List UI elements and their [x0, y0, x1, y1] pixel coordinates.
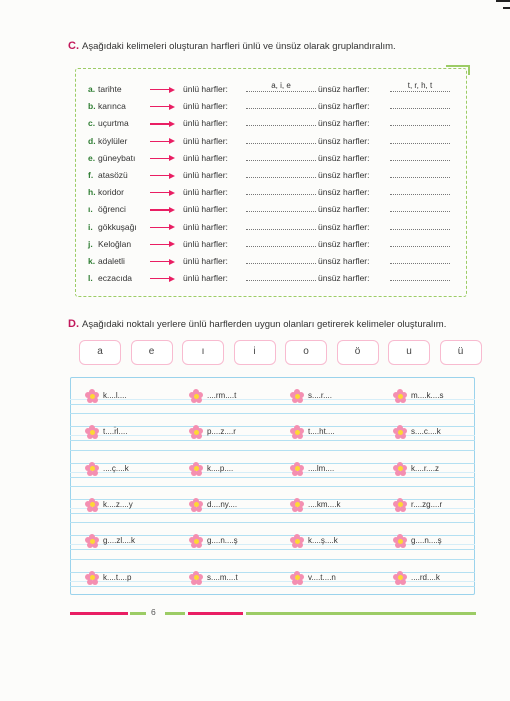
consonant-answer-field[interactable]: [390, 184, 450, 195]
arrow-icon: [150, 270, 176, 287]
row-word: adaletli: [98, 256, 125, 266]
vowel-box: o: [285, 340, 327, 365]
word-puzzle: s....r....: [308, 391, 333, 400]
vowel-box: e: [131, 340, 173, 365]
vowel-answer-field[interactable]: [246, 270, 316, 281]
vowel-label: ünlü harfler:: [183, 238, 228, 249]
word-puzzle: k....p....: [207, 463, 234, 473]
vowel-answer-field[interactable]: [246, 98, 316, 109]
word-puzzle: g....n....ş: [207, 536, 238, 546]
consonant-answer-field[interactable]: [390, 270, 450, 281]
row-label: c.: [88, 118, 96, 129]
consonant-label: ünsüz harfler:: [318, 238, 370, 249]
row-word: tarihte: [98, 84, 122, 94]
flower-icon: [189, 571, 203, 585]
flower-icon: [393, 425, 407, 439]
row-word: atasözü: [98, 170, 128, 180]
word-puzzle: s....c....k: [411, 427, 441, 437]
vowel-label: ünlü harfler:: [183, 170, 228, 180]
vowel-label: ünlü harfler:: [183, 187, 228, 198]
word-puzzle: g....zl....k: [103, 536, 136, 546]
word-puzzle: ....ç....k: [103, 463, 129, 473]
consonant-label: ünsüz harfler:: [318, 256, 370, 266]
arrow-icon: [150, 81, 176, 98]
flower-icon: [290, 534, 304, 548]
exercise-row: [88, 167, 460, 184]
consonant-answer-field[interactable]: [390, 253, 450, 264]
section-c-letter: C.: [68, 40, 79, 52]
word-puzzle: g....n....ş: [411, 536, 442, 546]
vowel-answer-field[interactable]: [246, 167, 316, 178]
consonant-answer-field[interactable]: [390, 219, 450, 230]
flower-icon: [393, 571, 407, 585]
box-corner: [446, 65, 470, 75]
word-puzzle: t....r̈l....: [103, 427, 128, 437]
footer-bar: [70, 612, 128, 615]
flower-icon: [290, 571, 304, 585]
corner-mark: [496, 0, 510, 2]
word-puzzle: d....ny....: [207, 499, 238, 509]
consonant-label: ünsüz harfler:: [318, 152, 370, 163]
consonant-answer-field[interactable]: [390, 167, 450, 178]
vowel-box: ü: [440, 340, 482, 365]
row-label: h.: [88, 187, 96, 198]
vowel-box: u: [388, 340, 430, 365]
flower-icon: [393, 534, 407, 548]
vowel-label: ünlü harfler:: [183, 256, 228, 266]
vowel-label: ünlü harfler:: [183, 101, 228, 112]
arrow-icon: [150, 115, 176, 132]
consonant-answer-field[interactable]: [390, 201, 450, 212]
row-word: köylüler: [98, 135, 128, 146]
arrow-icon: [150, 133, 176, 150]
vowel-label: ünlü harfler:: [183, 221, 228, 232]
exercise-row: [88, 150, 460, 167]
row-label: l.: [88, 273, 93, 284]
exercise-row: [88, 236, 460, 253]
flower-icon: [189, 462, 203, 476]
row-label: d.: [88, 135, 96, 146]
row-label: j.: [88, 238, 93, 249]
vowel-box: a: [79, 340, 121, 365]
grid-line: [70, 450, 475, 451]
page-number: 6: [151, 607, 156, 617]
row-label: ı.: [88, 204, 93, 215]
vowel-label: ünlü harfler:: [183, 118, 228, 129]
row-word: güneybatı: [98, 152, 136, 163]
word-puzzle: ....lm....: [308, 463, 335, 473]
word-puzzle: k....t....p: [103, 572, 132, 582]
footer-bar: [130, 612, 146, 615]
flower-icon: [85, 462, 99, 476]
vowel-answer-field[interactable]: [246, 184, 316, 195]
consonant-answer-field[interactable]: [390, 98, 450, 109]
arrow-icon: [150, 219, 176, 236]
exercise-row: [88, 270, 460, 287]
vowel-box: ö: [337, 340, 379, 365]
grid-line: [70, 413, 475, 414]
row-label: b.: [88, 101, 96, 112]
flower-icon: [393, 389, 407, 403]
consonant-answer-field[interactable]: t, r, h, t: [390, 81, 450, 92]
vowel-label: ünlü harfler:: [183, 84, 228, 94]
row-label: e.: [88, 152, 96, 163]
consonant-label: ünsüz harfler:: [318, 101, 370, 112]
consonant-label: ünsüz harfler:: [318, 221, 370, 232]
consonant-answer-field[interactable]: [390, 133, 450, 144]
exercise-row: [88, 98, 460, 115]
consonant-label: ünsüz harfler:: [318, 135, 370, 146]
word-puzzle: ....km....k: [308, 499, 341, 509]
row-word: uçurtma: [98, 118, 129, 129]
row-word: karınca: [98, 101, 126, 112]
arrow-icon: [150, 150, 176, 167]
flower-icon: [290, 462, 304, 476]
word-puzzle: r....zg....r: [411, 499, 443, 509]
flower-icon: [85, 571, 99, 585]
row-label: k.: [88, 256, 96, 266]
arrow-icon: [150, 98, 176, 115]
flower-icon: [290, 498, 304, 512]
flower-icon: [189, 389, 203, 403]
vowel-label: ünlü harfler:: [183, 204, 228, 215]
vowel-answer-field[interactable]: [246, 253, 316, 264]
arrow-icon: [150, 167, 176, 184]
consonant-label: ünsüz harfler:: [318, 204, 370, 215]
vowel-answer-field[interactable]: [246, 133, 316, 144]
grid-line: [70, 486, 475, 487]
word-puzzle: v....t....n: [308, 572, 336, 582]
exercise-row: [88, 219, 460, 236]
consonant-answer-field[interactable]: [390, 115, 450, 126]
row-word: koridor: [98, 187, 124, 198]
word-puzzle: ....rd....k: [411, 572, 440, 582]
word-puzzle: m....k....s: [411, 391, 444, 400]
word-puzzle: k....r....z: [411, 463, 440, 473]
exercise-row: [88, 184, 460, 201]
flower-icon: [189, 534, 203, 548]
vowel-label: ünlü harfler:: [183, 135, 228, 146]
exercise-row: [88, 253, 460, 270]
arrow-icon: [150, 236, 176, 253]
flower-icon: [85, 389, 99, 403]
row-word: gökkuşağı: [98, 221, 137, 232]
word-puzzle: p....z....r: [207, 427, 236, 437]
vowel-label: ünlü harfler:: [183, 273, 228, 284]
arrow-icon: [150, 201, 176, 218]
word-puzzle: k....ş....k: [308, 536, 338, 546]
vowel-answer-field[interactable]: a, i, e: [246, 81, 316, 92]
section-d-title: [68, 318, 446, 330]
flower-icon: [393, 498, 407, 512]
exercise-row: [88, 201, 460, 218]
vowel-answer-field[interactable]: [246, 236, 316, 247]
flower-icon: [189, 498, 203, 512]
arrow-icon: [150, 184, 176, 201]
section-d-letter: D.: [68, 318, 79, 330]
consonant-answer-field[interactable]: [390, 150, 450, 161]
flower-icon: [393, 462, 407, 476]
vowel-box: i: [234, 340, 276, 365]
exercise-row: [88, 133, 460, 150]
grid-line: [70, 559, 475, 560]
consonant-label: ünsüz harfler:: [318, 84, 370, 94]
row-word: öğrenci: [98, 204, 126, 215]
consonant-label: ünsüz harfler:: [318, 118, 370, 129]
flower-icon: [189, 425, 203, 439]
footer-bar: [246, 612, 476, 615]
vowel-answer-field[interactable]: [246, 115, 316, 126]
vowel-answer-field[interactable]: [246, 219, 316, 230]
flower-icon: [85, 498, 99, 512]
corner-mark: [503, 7, 510, 9]
section-c-title: [68, 40, 396, 52]
vowel-answer-field[interactable]: [246, 201, 316, 212]
flower-icon: [290, 389, 304, 403]
consonant-label: ünsüz harfler:: [318, 273, 370, 284]
flower-icon: [85, 425, 99, 439]
word-puzzle: k....l....: [103, 391, 127, 400]
consonant-label: ünsüz harfler:: [318, 170, 370, 180]
vowel-label: ünlü harfler:: [183, 152, 228, 163]
vowel-box: ı: [182, 340, 224, 365]
grid-line: [70, 522, 475, 523]
exercise-row: [88, 115, 460, 132]
arrow-icon: [150, 253, 176, 270]
footer-bar: [165, 612, 185, 615]
word-puzzle: ....rm....t: [207, 391, 237, 400]
row-label: i.: [88, 221, 93, 232]
flower-icon: [85, 534, 99, 548]
footer-bar: [188, 612, 243, 615]
vowel-answer-field[interactable]: [246, 150, 316, 161]
word-puzzle: t....ht....: [308, 427, 335, 437]
section-d-instruction: Aşağıdaki noktalı yerlere ünlü harflerden uygun olanları getirerek kelimeler oluşturalım.: [82, 319, 447, 330]
row-word: eczacıda: [98, 273, 133, 284]
row-label: f.: [88, 170, 94, 180]
word-puzzle: s....m....t: [207, 572, 238, 582]
word-puzzle: k....z....y: [103, 499, 133, 509]
consonant-answer-field[interactable]: [390, 236, 450, 247]
row-word: Keloğlan: [98, 238, 132, 249]
section-c-instruction: Aşağıdaki kelimeleri oluşturan harfleri ünlü ve ünsüz olarak gruplandıralım.: [82, 41, 396, 52]
consonant-label: ünsüz harfler:: [318, 187, 370, 198]
exercise-row: [88, 81, 460, 98]
flower-icon: [290, 425, 304, 439]
row-label: a.: [88, 84, 96, 94]
